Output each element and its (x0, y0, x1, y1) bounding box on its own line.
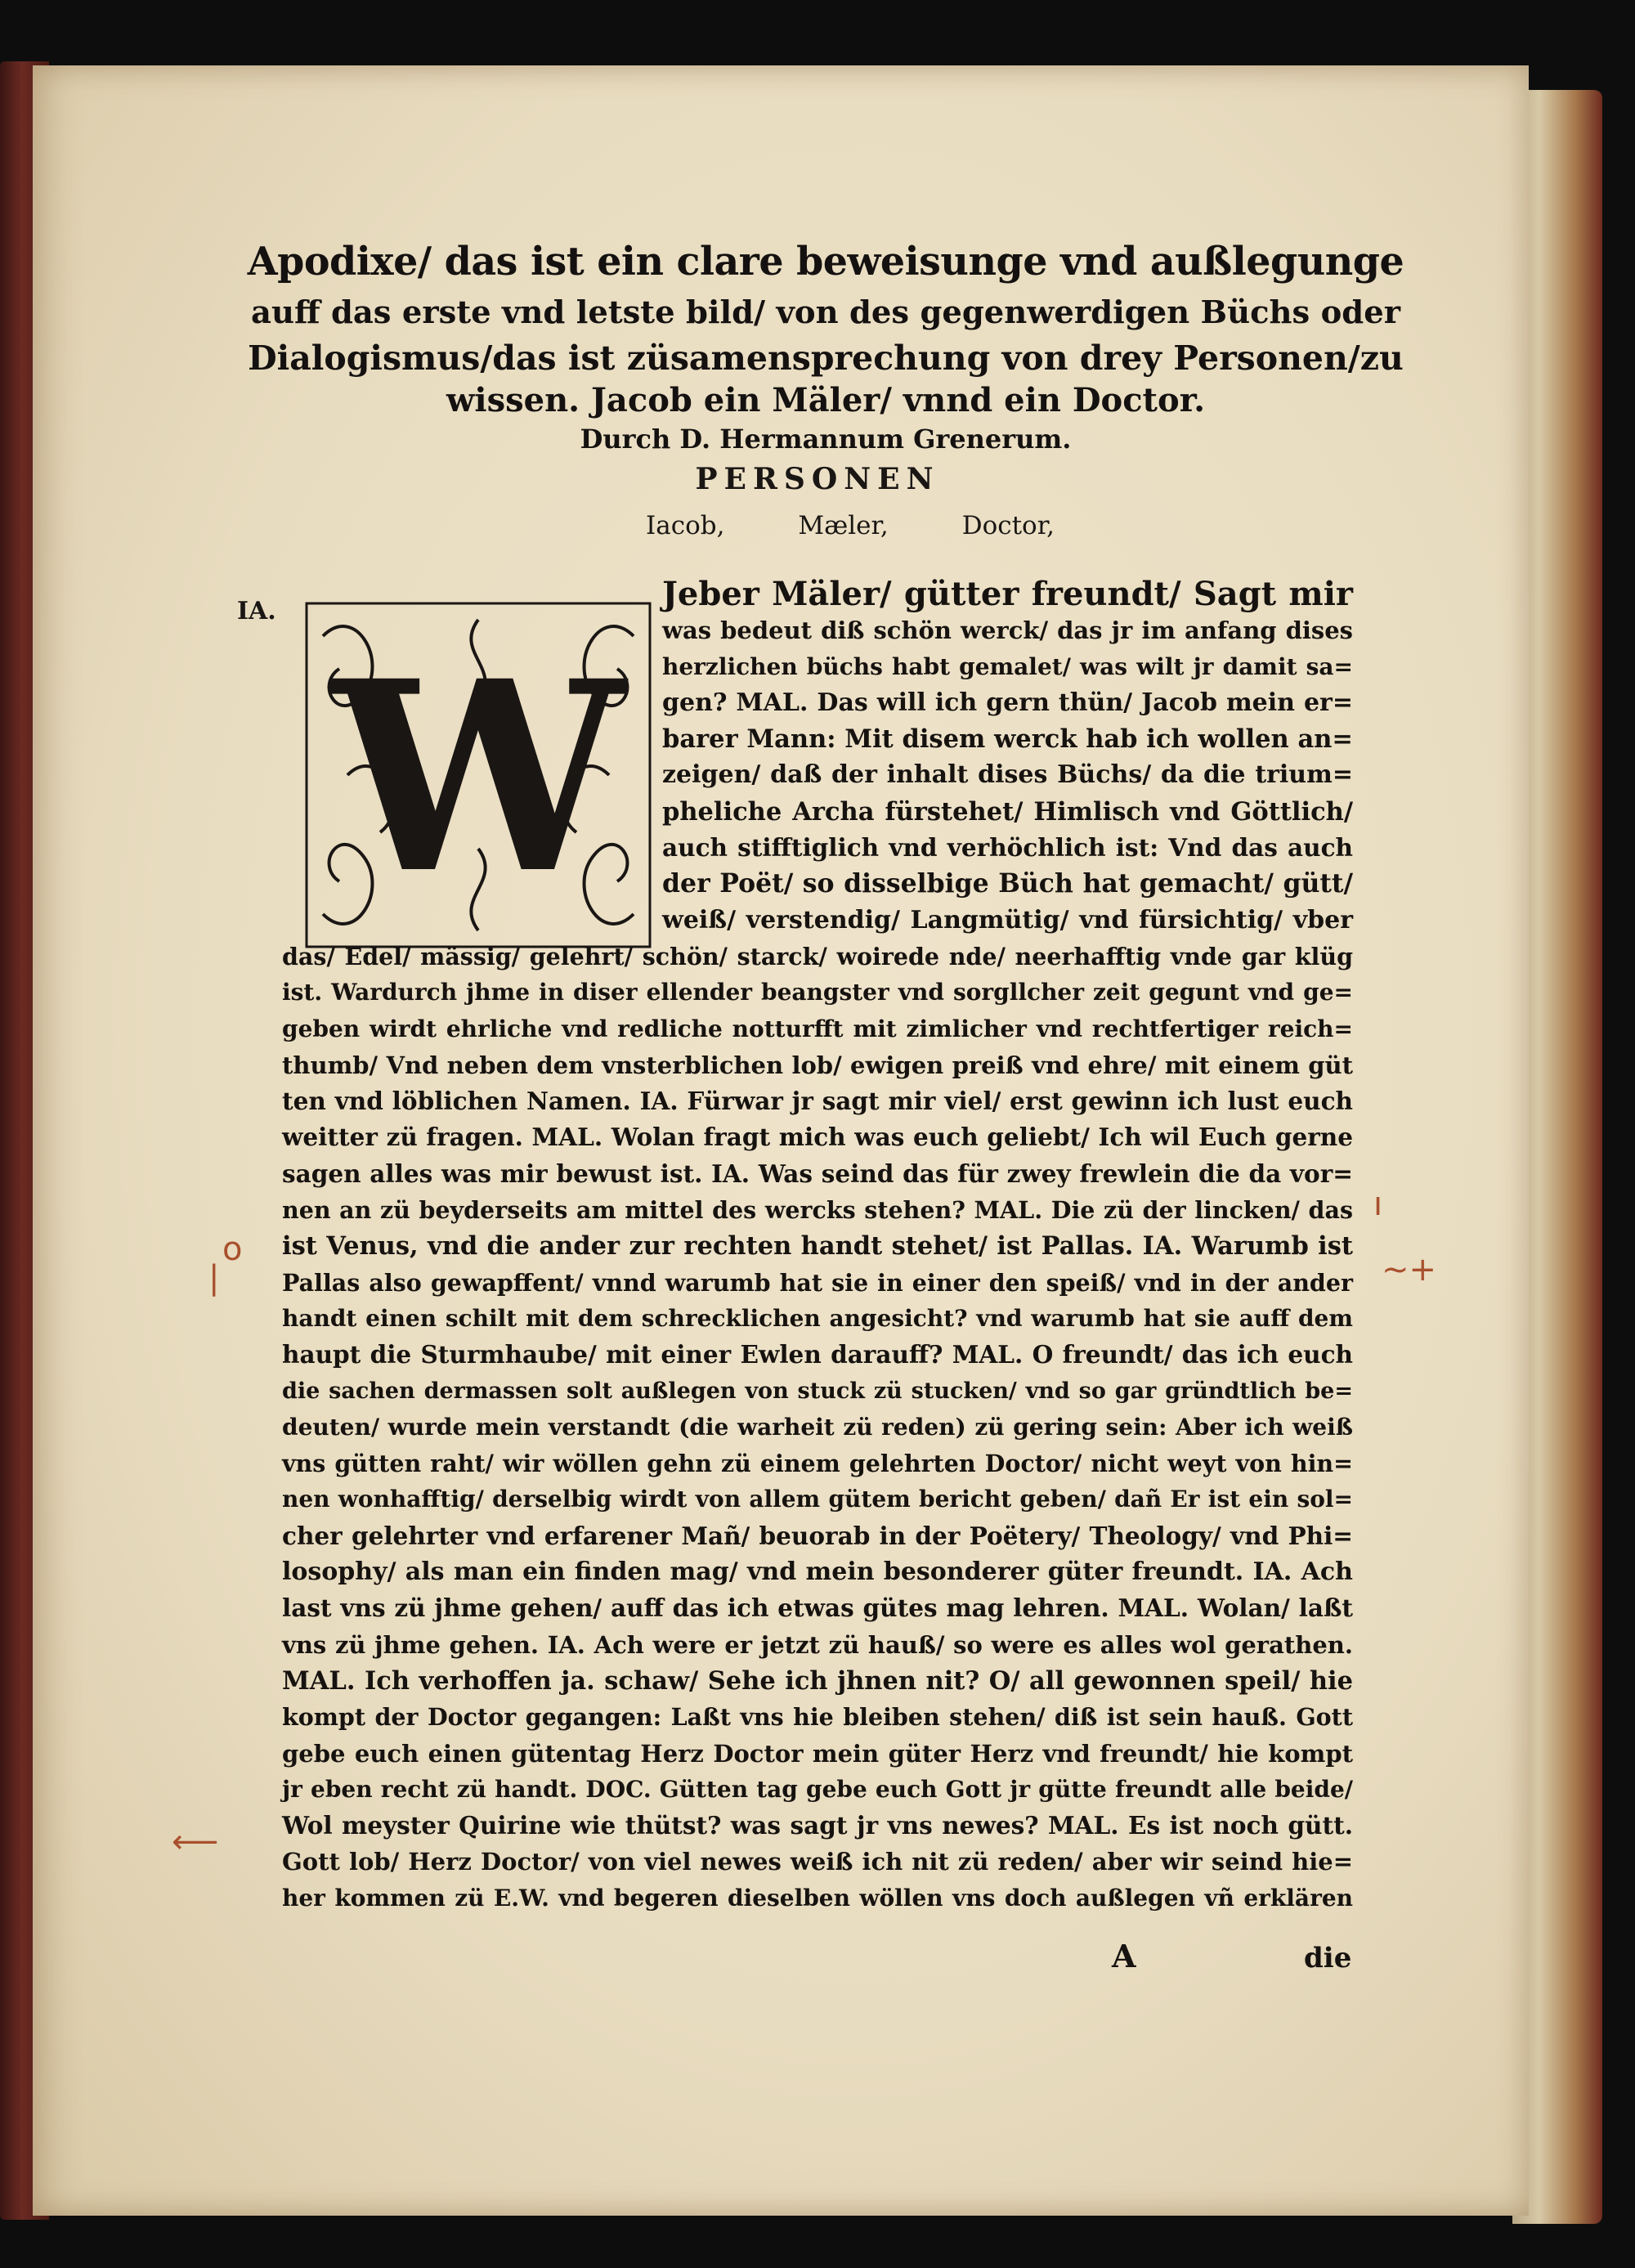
person-name: Iacob, (646, 511, 725, 540)
text-line: was bedeut diß schön werck/ das jr im anfang dises (662, 616, 1353, 645)
text-line: vns gütten raht/ wir wöllen gehn zü einem gelehrten Doctor/ nicht weyt von hin= (282, 1450, 1353, 1478)
margin-annotation-mark: ⟵ (172, 1823, 219, 1861)
margin-annotation-mark: o (222, 1230, 243, 1268)
text-line: das/ Edel/ mässig/ gelehrt/ schön/ starck/ woirede nde/ neerhafftig vnde gar klüg (282, 942, 1353, 970)
text-line: Wol meyster Quirine wie thütst? was sagt jr vns newes? MAL. Es ist noch gütt. (282, 1811, 1353, 1840)
text-line: ten vnd löblichen Namen. IA. Fürwar jr sagt mir viel/ erst gewinn ich lust euch (282, 1087, 1353, 1116)
text-line: zeigen/ daß der inhalt dises Büchs/ da die trium= (662, 760, 1353, 790)
catchword: die (1304, 1942, 1352, 1974)
text-line: Pallas also gewapffent/ vnnd warumb hat sie in einer den speiß/ vnd in der ander (282, 1268, 1353, 1297)
text-line: herzlichen büchs habt gemalet/ was wilt jr damit sa= (662, 652, 1353, 680)
text-line: gen? MAL. Das will ich gern thün/ Jacob mein er= (662, 688, 1353, 717)
text-line: losophy/ als man ein finden mag/ vnd mein besonderer güter freundt. IA. Ach (282, 1558, 1353, 1587)
text-line: last vns zü jhme gehen/ auff das ich etwas gütes mag lehren. MAL. Wolan/ laßt (282, 1593, 1353, 1623)
text-line: haupt die Sturmhaube/ mit einer Ewlen darauff? MAL. O freundt/ das ich euch (282, 1340, 1353, 1369)
margin-annotation-mark: ~+ (1382, 1251, 1437, 1289)
text-line: gebe euch einen gütentag Herz Doctor mein güter Herz vnd freundt/ hie kompt (282, 1739, 1353, 1768)
title-line-2: auff das erste vnd letste bild/ von des gegenwerdigen Büchs oder (251, 294, 1400, 331)
text-line: auch stifftiglich vnd verhöchlich ist: Vnd das auch (662, 833, 1353, 863)
signature-mark: A (1112, 1938, 1136, 1974)
text-line: weitter zü fragen. MAL. Wolan fragt mich was euch geliebt/ Ich wil Euch gerne (282, 1123, 1353, 1152)
text-line: weiß/ verstendig/ Langmütig/ vnd fürsichtig/ vber (662, 905, 1353, 935)
title-line-3: Dialogismus/das ist züsamensprechung von drey Personen/zu (248, 338, 1404, 378)
text-line: thumb/ Vnd neben dem vnsterblichen lob/ ewigen preiß vnd ehre/ mit einem güt (282, 1051, 1353, 1079)
text-line: her kommen zü E.W. vnd begeren dieselben wöllen vns doch außlegen vñ erklären (282, 1884, 1353, 1912)
text-line: vns zü jhme gehen. IA. Ach were er jetzt zü hauß/ so were es alles wol gerathen. (282, 1630, 1353, 1659)
person-name: Mæler, (798, 511, 889, 540)
text-line: Jeber Mäler/ gütter freundt/ Sagt mir (662, 575, 1353, 613)
title-author: Durch D. Hermannum Grenerum. (580, 424, 1072, 455)
personen-heading: PERSONEN (695, 462, 940, 496)
text-line: der Poët/ so disselbige Büch hat gemacht/ gütt/ (662, 868, 1353, 899)
body-text (282, 576, 1353, 1916)
speaker-mark: IA. (237, 597, 276, 625)
text-line: MAL. Ich verhoffen ja. schaw/ Sehe ich jhnen nit? O/ all gewonnen speil/ hie (282, 1665, 1353, 1696)
title-line-1: Apodixe/ das ist ein clare beweisunge vnd außlegunge (247, 239, 1404, 285)
text-line: handt einen schilt mit dem schrecklichen angesicht? vnd warumb hat sie auff dem (282, 1304, 1353, 1332)
text-line: jr eben recht zü handt. DOC. Gütten tag gebe euch Gott jr gütte freundt alle beide/ (282, 1775, 1353, 1803)
title-line-4: wissen. Jacob ein Mäler/ vnnd ein Doctor. (446, 381, 1206, 419)
margin-annotation-mark: ı (1373, 1186, 1383, 1223)
text-line: nen an zü beyderseits am mittel des wercks stehen? MAL. Die zü der lincken/ das (282, 1196, 1353, 1225)
person-name: Doctor, (961, 511, 1055, 540)
initial-letter: W (331, 625, 625, 931)
text-line: cher gelehrter vnd erfarener Mañ/ beuorab in der Poëtery/ Theology/ vnd Phi= (282, 1521, 1353, 1550)
text-line: geben wirdt ehrliche vnd redliche notturfft mit zimlicher vnd rechtfertiger reich= (282, 1015, 1353, 1042)
page-title (245, 233, 1406, 457)
text-line: die sachen dermassen solt außlegen von stuck zü stucken/ vnd so gar gründtlich be= (282, 1378, 1353, 1404)
text-line: barer Mann: Mit disem werck hab ich wollen an= (662, 724, 1353, 755)
margin-annotation-mark: | (208, 1259, 220, 1297)
text-line: Gott lob/ Herz Doctor/ von viel newes weiß ich nit zü reden/ aber wir seind hie= (282, 1848, 1353, 1876)
text-line: sagen alles was mir bewust ist. IA. Was seind das für zwey frewlein die da vor= (282, 1159, 1353, 1188)
personen-list (646, 511, 1055, 540)
text-line: pheliche Archa fürstehet/ Himlisch vnd Göttlich/ (662, 796, 1353, 827)
text-line: ist. Wardurch jhme in diser ellender beangster vnd sorgllcher zeit gegunt vnd ge= (282, 979, 1353, 1006)
text-line: nen wonhafftig/ derselbig wirdt von allem gütem bericht geben/ dañ Er ist ein sol= (282, 1486, 1353, 1513)
text-line: deuten/ wurde mein verstandt (die warheit zü reden) zü gering sein: Aber ich weiß (282, 1413, 1353, 1441)
text-line: ist Venus, vnd die ander zur rechten handt stehet/ ist Pallas. IA. Warumb ist (282, 1231, 1353, 1262)
text-line: kompt der Doctor gegangen: Laßt vns hie bleiben stehen/ diß ist sein hauß. Gott (282, 1703, 1353, 1732)
